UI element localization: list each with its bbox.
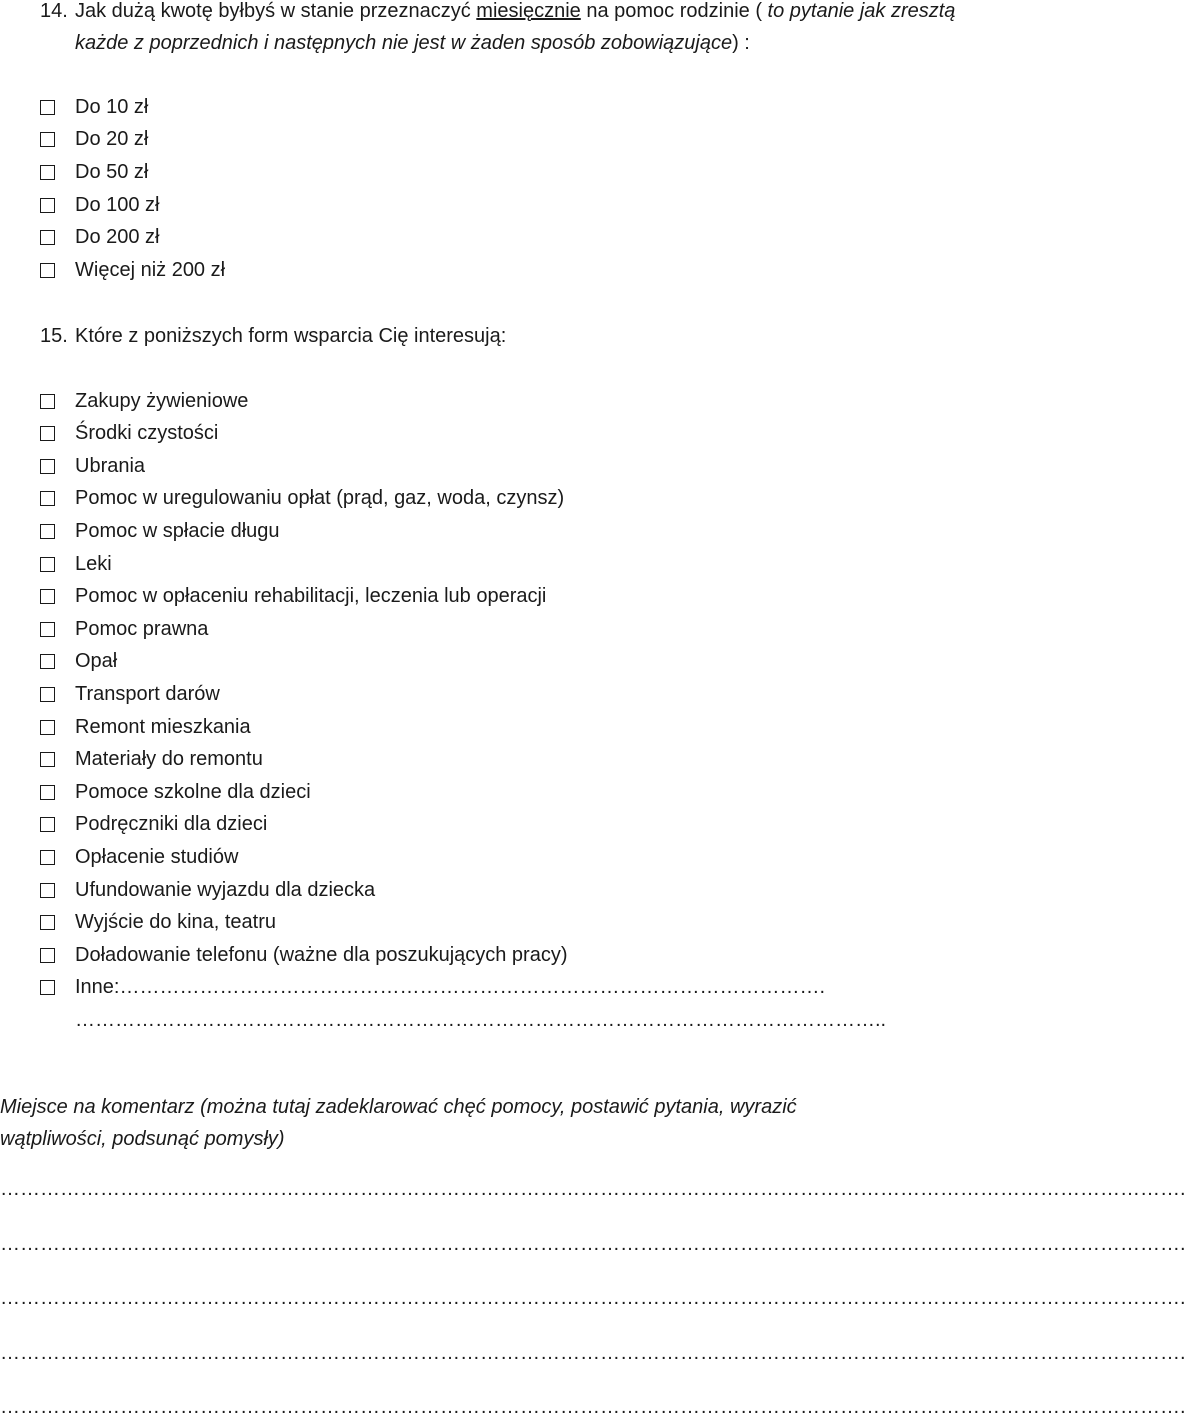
amount-option-label: Więcej niż 200 zł (75, 259, 226, 281)
support-option-label: Pomoce szkolne dla dzieci (75, 780, 311, 803)
support-option-label: Ubrania (75, 454, 146, 477)
support-option-14[interactable] (40, 841, 238, 873)
support-option-4[interactable] (40, 515, 280, 547)
checkbox-icon[interactable] (40, 132, 55, 147)
question-14-text-italic: to pytanie jak zresztą każde z poprzednich i następnych nie jest w żaden sposób zobowiązujące (75, 0, 956, 54)
support-option-label: Zakupy żywieniowe (75, 389, 249, 412)
amount-option-3[interactable] (40, 189, 160, 221)
option-other-dots-1[interactable]: ……………………………………………………………………………………………. (119, 975, 826, 998)
option-other-label: Inne: (75, 975, 120, 998)
support-option-17[interactable] (40, 939, 568, 971)
comment-fill-line[interactable]: ……………………………………………………………………………………………………………………………………………………………. (0, 1178, 1186, 1200)
support-option-0[interactable] (40, 385, 248, 417)
checkbox-icon[interactable] (40, 459, 55, 474)
support-option-12[interactable] (40, 776, 311, 808)
support-option-2[interactable] (40, 450, 145, 482)
support-option-7[interactable] (40, 613, 208, 645)
support-option-label: Pomoc w opłaceniu rehabilitacji, leczenia lub operacji (75, 585, 547, 608)
support-option-label: Doładowanie telefonu (ważne dla poszukujących pracy) (75, 943, 568, 966)
support-option-11[interactable] (40, 744, 263, 776)
checkbox-icon[interactable] (40, 557, 55, 572)
support-option-label: Podręczniki dla dzieci (75, 813, 268, 836)
checkbox-icon[interactable] (40, 948, 55, 963)
support-option-label: Materiały do remontu (75, 748, 263, 771)
comment-prompt-line-2: wątpliwości, podsunąć pomysły) (0, 1128, 285, 1150)
checkbox-icon[interactable] (40, 165, 55, 180)
checkbox-icon[interactable] (40, 980, 55, 995)
checkbox-icon[interactable] (40, 817, 55, 832)
checkbox-icon[interactable] (40, 426, 55, 441)
support-option-label: Środki czystości (75, 422, 219, 445)
support-option-10[interactable] (40, 711, 251, 743)
support-option-label: Leki (75, 552, 112, 575)
support-option-1[interactable] (40, 418, 218, 450)
checkbox-icon[interactable] (40, 198, 55, 213)
question-14-text-a: Jak dużą kwotę byłbyś w stanie przeznaczyć (75, 0, 477, 22)
option-other-dots-2[interactable]: ………………………………………………………………………………………………………….. (75, 1009, 887, 1031)
support-option-6[interactable] (40, 581, 546, 613)
amount-option-label: Do 100 zł (75, 193, 160, 216)
comment-fill-line[interactable]: ……………………………………………………………………………………………………………………………………………………………. (0, 1232, 1186, 1255)
amount-option-label: Do 10 zł (75, 95, 149, 118)
question-15-text: Które z poniższych form wsparcia Cię interesują: (75, 325, 507, 347)
support-option-9[interactable] (40, 678, 220, 710)
checkbox-icon[interactable] (40, 263, 55, 278)
amount-option-0[interactable] (40, 91, 148, 123)
question-14-text-b: na pomoc rodzinie ( (580, 0, 768, 22)
checkbox-icon[interactable] (40, 394, 55, 409)
amount-option-label: Do 200 zł (75, 226, 160, 249)
amount-option-label: Do 20 zł (75, 128, 149, 151)
support-option-label: Ufundowanie wyjazdu dla dziecka (75, 878, 376, 901)
amount-option-4[interactable] (40, 222, 160, 254)
checkbox-icon[interactable] (40, 752, 55, 767)
checkbox-icon[interactable] (40, 687, 55, 702)
support-option-label: Pomoc w spłacie długu (75, 519, 280, 542)
support-option-label: Transport darów (75, 682, 220, 705)
support-option-5[interactable] (40, 548, 112, 580)
support-option-3[interactable] (40, 483, 564, 515)
amount-option-1[interactable] (40, 124, 148, 156)
support-option-label: Pomoc w uregulowaniu opłat (prąd, gaz, woda, czynsz) (75, 487, 565, 510)
comment-fill-line[interactable]: ……………………………………………………………………………………………………………………………………………………………. (0, 1396, 1186, 1418)
comment-fill-line[interactable]: ……………………………………………………………………………………………………………………………………………………………. (0, 1287, 1186, 1309)
question-14-text-underlined: miesięcznie (476, 0, 581, 22)
comment-prompt-line-1: Miejsce na komentarz (można tutaj zadeklarować chęć pomocy, postawić pytania, wyrazić (0, 1096, 797, 1118)
checkbox-icon[interactable] (40, 883, 55, 898)
checkbox-icon[interactable] (40, 785, 55, 800)
support-option-8[interactable] (40, 646, 117, 678)
checkbox-icon[interactable] (40, 230, 55, 245)
support-option-label: Wyjście do kina, teatru (75, 911, 277, 934)
question-15-number: 15. (40, 325, 68, 347)
amount-option-label: Do 50 zł (75, 160, 149, 183)
support-option-label: Pomoc prawna (75, 617, 209, 640)
support-option-label: Remont mieszkania (75, 715, 251, 738)
support-option-15[interactable] (40, 874, 375, 906)
option-other[interactable] (40, 971, 909, 1003)
support-option-label: Opał (75, 650, 118, 673)
support-option-16[interactable] (40, 907, 276, 939)
checkbox-icon[interactable] (40, 654, 55, 669)
checkbox-icon[interactable] (40, 524, 55, 539)
checkbox-icon[interactable] (40, 850, 55, 865)
checkbox-icon[interactable] (40, 100, 55, 115)
question-14-text-c: ) : (732, 32, 750, 54)
checkbox-icon[interactable] (40, 491, 55, 506)
support-option-label: Opłacenie studiów (75, 845, 239, 868)
checkbox-icon[interactable] (40, 589, 55, 604)
checkbox-icon[interactable] (40, 622, 55, 637)
support-option-13[interactable] (40, 809, 267, 841)
question-14-text (75, 0, 958, 59)
checkbox-icon[interactable] (40, 915, 55, 930)
question-14-number: 14. (40, 0, 68, 22)
amount-option-2[interactable] (40, 156, 148, 188)
checkbox-icon[interactable] (40, 720, 55, 735)
comment-fill-line[interactable]: ……………………………………………………………………………………………………………………………………………………………. (0, 1341, 1186, 1364)
amount-option-5[interactable] (40, 255, 225, 287)
